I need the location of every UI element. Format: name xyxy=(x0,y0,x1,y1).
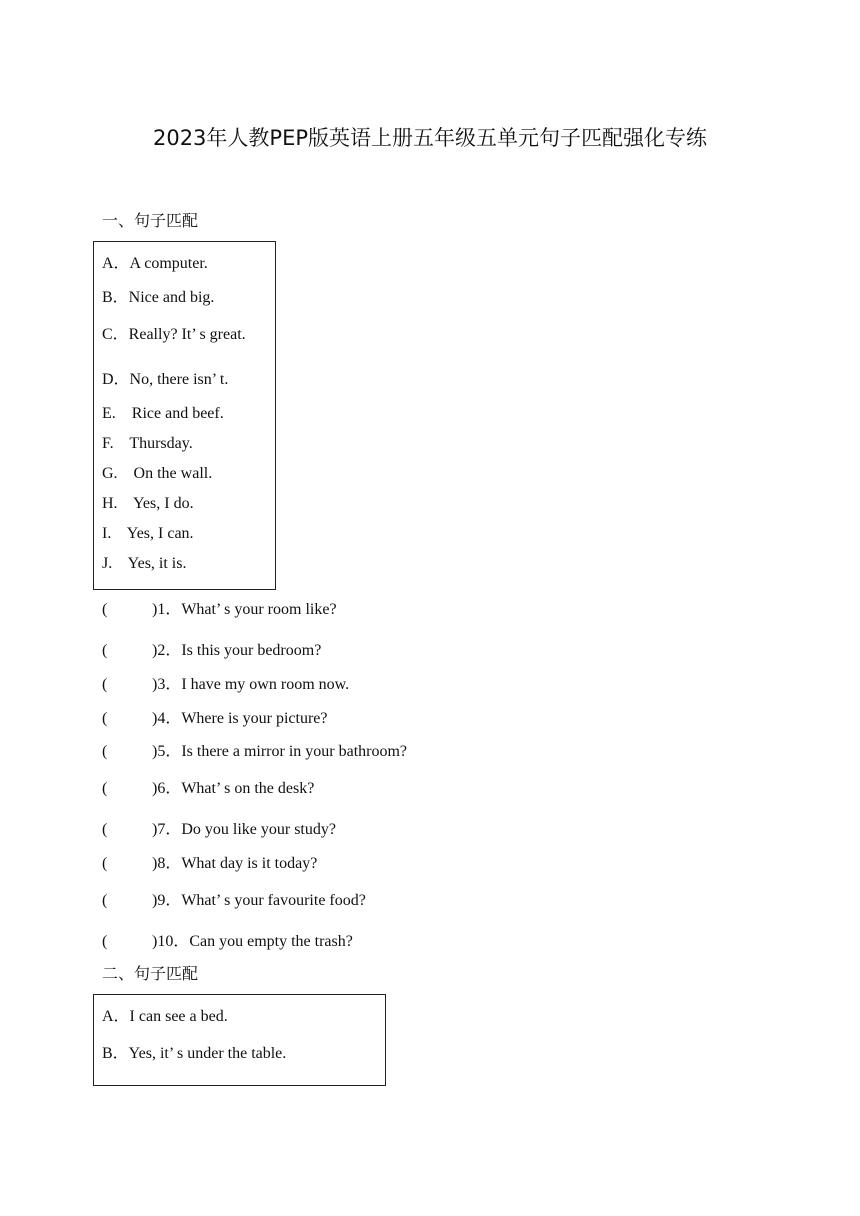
answer-blank[interactable]: ( xyxy=(102,821,108,838)
question-1 xyxy=(102,596,337,619)
question-9 xyxy=(102,887,366,910)
question-text: )7．Do you like your study? xyxy=(152,821,336,838)
option-i: I. Yes, I can. xyxy=(102,525,194,542)
question-6 xyxy=(102,775,314,798)
question-text: )3．I have my own room now. xyxy=(152,676,350,693)
question-2 xyxy=(102,637,321,660)
answer-blank[interactable]: ( xyxy=(102,743,108,760)
option-j: J. Yes, it is. xyxy=(102,555,187,572)
option-a: A．A computer. xyxy=(102,255,208,272)
option-h: H. Yes, I do. xyxy=(102,495,194,512)
section-2-heading: 二、句子匹配 xyxy=(102,964,199,983)
question-text: )2．Is this your bedroom? xyxy=(152,642,322,659)
answer-blank[interactable]: ( xyxy=(102,676,108,693)
option-b: B．Nice and big. xyxy=(102,289,215,306)
question-text: )1．What’ s your room like? xyxy=(152,601,337,618)
answer-blank[interactable]: ( xyxy=(102,642,108,659)
question-text: )9．What’ s your favourite food? xyxy=(152,892,366,909)
question-text: )4．Where is your picture? xyxy=(152,710,328,727)
section-2-option-a: A．I can see a bed. xyxy=(102,1008,228,1025)
question-text: )8．What day is it today? xyxy=(152,855,318,872)
option-c: C．Really? It’ s great. xyxy=(102,326,246,343)
answer-blank[interactable]: ( xyxy=(102,710,108,727)
answer-blank[interactable]: ( xyxy=(102,933,108,950)
option-g: G. On the wall. xyxy=(102,465,213,482)
answer-blank[interactable]: ( xyxy=(102,892,108,909)
option-e: E. Rice and beef. xyxy=(102,405,224,422)
answer-blank[interactable]: ( xyxy=(102,855,108,872)
question-text: )6．What’ s on the desk? xyxy=(152,780,315,797)
answer-blank[interactable]: ( xyxy=(102,780,108,797)
answer-blank[interactable]: ( xyxy=(102,601,108,618)
option-f: F. Thursday. xyxy=(102,435,193,452)
section-1-heading: 一、句子匹配 xyxy=(102,211,199,230)
question-text: )5．Is there a mirror in your bathroom? xyxy=(152,743,408,760)
question-7 xyxy=(102,816,336,839)
section-2-option-b: B．Yes, it’ s under the table. xyxy=(102,1045,287,1062)
question-8 xyxy=(102,850,317,873)
question-5 xyxy=(102,738,407,761)
page-title: 2023年人教PEP版英语上册五年级五单元句子匹配强化专练 xyxy=(152,126,708,150)
question-3 xyxy=(102,671,349,694)
question-4 xyxy=(102,705,328,728)
question-10 xyxy=(102,928,353,951)
option-d: D．No, there isn’ t. xyxy=(102,371,229,388)
question-text: )10．Can you empty the trash? xyxy=(152,933,353,950)
